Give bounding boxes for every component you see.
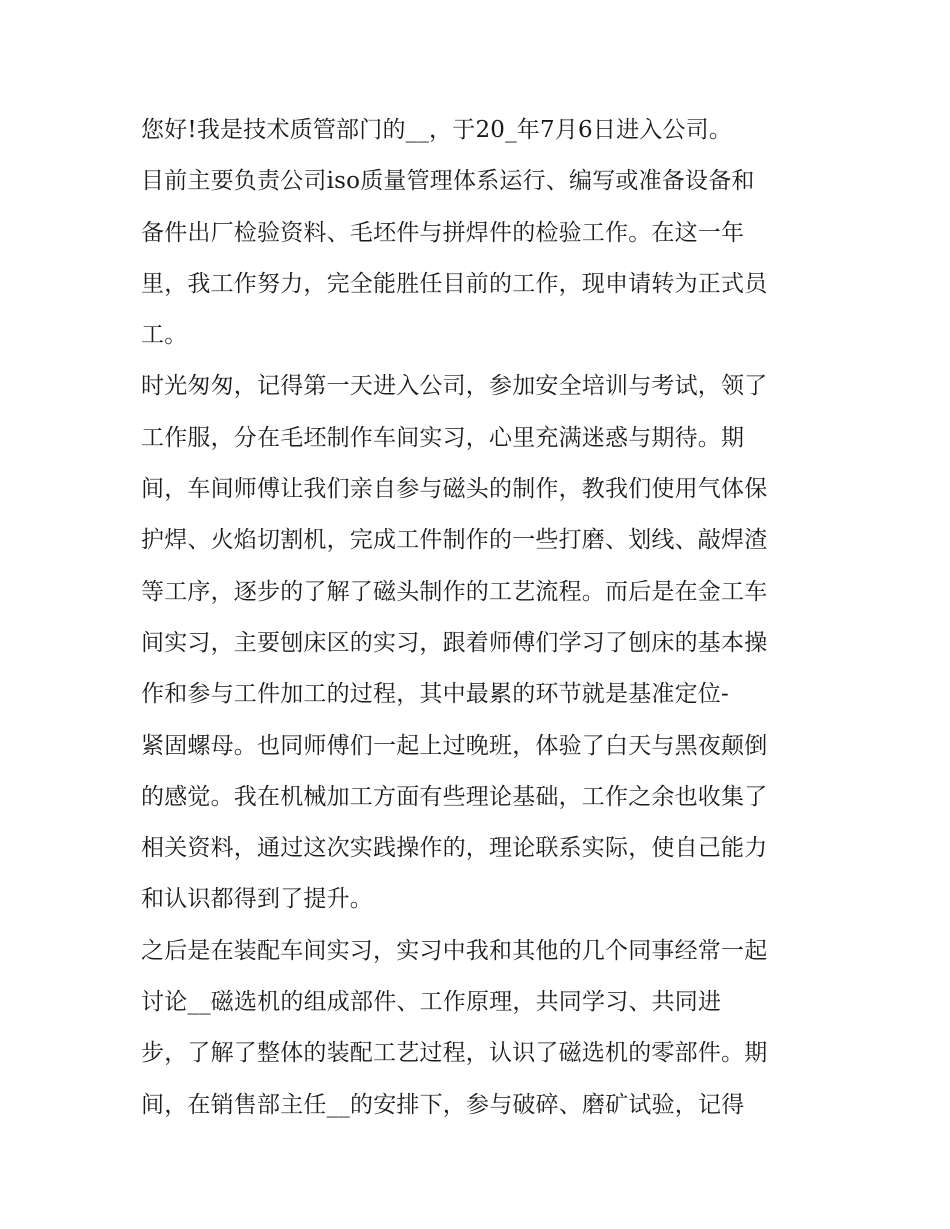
text-line-5: 工。 xyxy=(141,322,188,349)
text-line-1: 您好!我是技术质管部门的__，于20_年7月6日进入公司。 xyxy=(141,117,733,143)
text-line-15: 相关资料，通过这次实践操作的，理论联系实际，使自己能力 xyxy=(141,835,768,862)
text-line-13: 紧固螺母。也同师傅们一起上过晚班，体验了白天与黑夜颠倒 xyxy=(141,732,768,759)
text-line-19: 步，了解了整体的装配工艺过程，认识了磁选机的零部件。期 xyxy=(141,1040,768,1067)
text-line-18: 讨论__磁选机的组成部件、工作原理，共同学习、共同进 xyxy=(141,989,722,1016)
text-line-11: 间实习，主要刨床区的实习，跟着师傅们学习了刨床的基本操 xyxy=(141,629,768,656)
text-line-16: 和认识都得到了提升。 xyxy=(141,886,373,913)
text-line-4: 里，我工作努力，完全能胜任目前的工作，现申请转为正式员 xyxy=(141,270,768,297)
text-line-17: 之后是在装配车间实习，实习中我和其他的几个同事经常一起 xyxy=(141,937,768,964)
text-line-2: 目前主要负责公司iso质量管理体系运行、编写或准备设备和 xyxy=(141,168,755,195)
text-line-7: 工作服，分在毛坯制作车间实习，心里充满迷惑与期待。期 xyxy=(141,424,745,451)
text-line-6: 时光匆匆，记得第一天进入公司，参加安全培训与考试，领了 xyxy=(141,373,768,400)
text-line-8: 间，车间师傅让我们亲自参与磁头的制作，教我们使用气体保 xyxy=(141,476,768,503)
text-line-12: 作和参与工件加工的过程，其中最累的环节就是基准定位- xyxy=(141,681,729,708)
text-line-10: 等工序，逐步的了解了磁头制作的工艺流程。而后是在金工车 xyxy=(141,578,768,605)
text-line-20: 间，在销售部主任__的安排下，参与破碎、磨矿试验，记得 xyxy=(141,1091,745,1118)
text-line-9: 护焊、火焰切割机，完成工件制作的一些打磨、划线、敲焊渣 xyxy=(141,527,768,554)
text-line-3: 备件出厂检验资料、毛坯件与拼焊件的检验工作。在这一年 xyxy=(141,219,745,246)
document-body xyxy=(141,108,821,1134)
text-line-14: 的感觉。我在机械加工方面有些理论基础，工作之余也收集了 xyxy=(141,783,768,810)
